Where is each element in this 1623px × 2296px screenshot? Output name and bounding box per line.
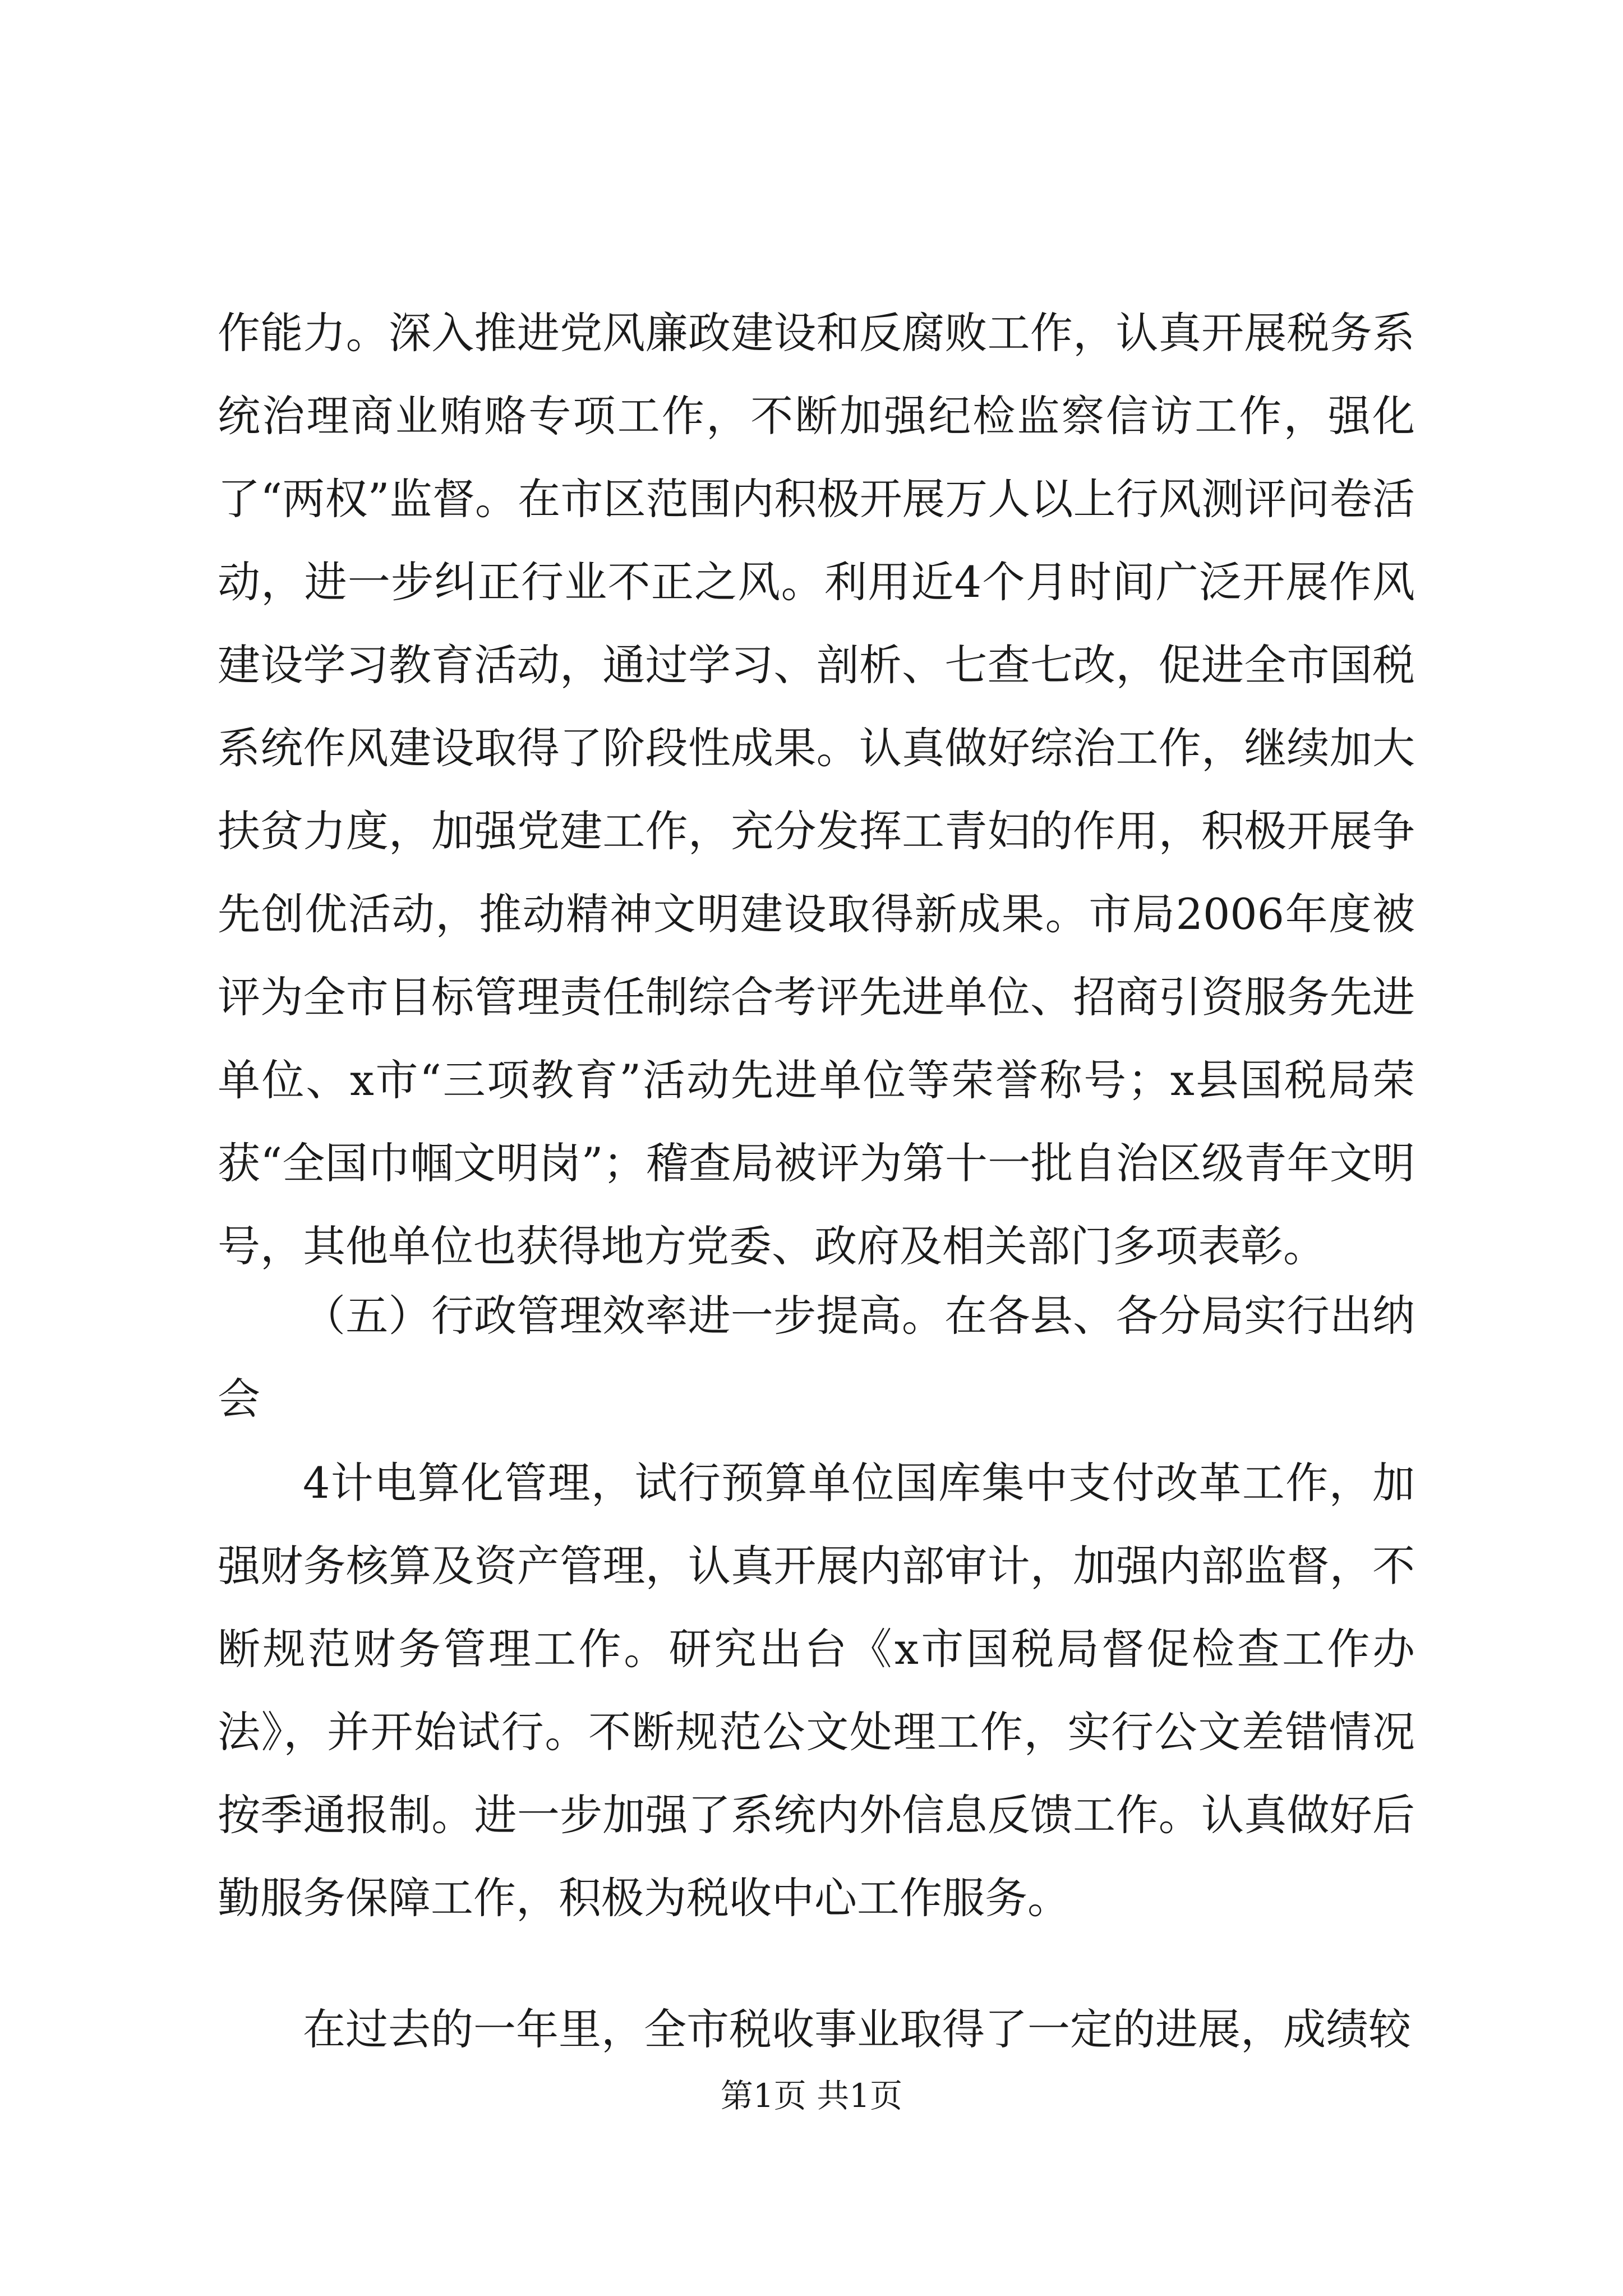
body-paragraph-2: （五）行政管理效率进一步提高。在各县、各分局实行出纳会	[218, 1291, 1415, 1424]
body-paragraph-1: 作能力。深入推进党风廉政建设和反腐败工作，认真开展税务系统治理商业贿赂专项工作，不断加强纪检监察信访工作，强化了“两权”监督。在市区范围内积极开展万人以上行风测评问卷活动，进一步纠正行业不正之风。利用近4个月时间广泛开展作风建设学习教育活动，通过学习、剖析、七查七改，促进全市国税系统作风建设取得了阶段性成果。认真做好综治工作，继续加大扶贫力度，加强党建工作，充分发挥工青妇的作用，积极开展争先创优活动，推动精神文明建设取得新成果。市局2006年度被评为全市目标管理责任制综合考评先进单位、招商引资服务先进单位、x市“三项教育”活动先进单位等荣誉称号；x县国税局荣获“全国巾帼文明岗”；稽查局被评为第十一批自治区级青年文明号，其他单位也获得地方党委、政府及相关部门多项表彰。	[218, 308, 1415, 1271]
body-paragraph-4: 在过去的一年里，全市税收事业取得了一定的进展，成绩较	[303, 2004, 1411, 2054]
page-number-footer: 第1页 共1页	[720, 2077, 903, 2115]
body-paragraph-3: 4计电算化管理，试行预算单位国库集中支付改革工作，加强财务核算及资产管理，认真开展内部审计，加强内部监督，不断规范财务管理工作。研究出台《x市国税局督促检查工作办法》，并开始试行。不断规范公文处理工作，实行公文差错情况按季通报制。进一步加强了系统内外信息反馈工作。认真做好后勤服务保障工作，积极为税收中心工作服务。	[218, 1458, 1415, 1923]
